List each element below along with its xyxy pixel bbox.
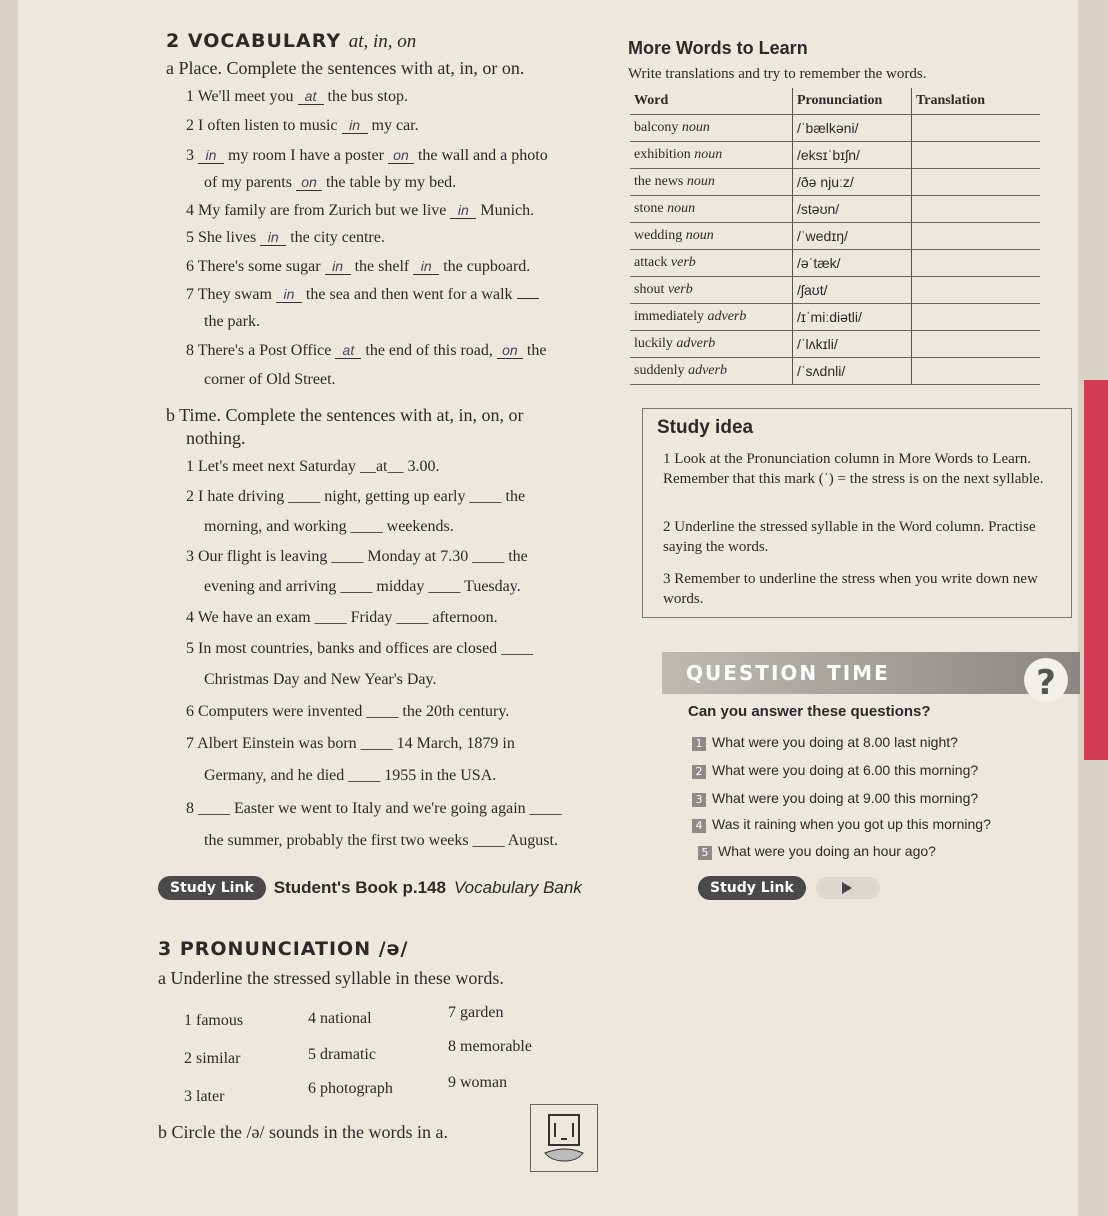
answer-blank[interactable]: in [198, 147, 224, 164]
a-item-1: 1 We'll meet you at the bus stop. [186, 88, 408, 105]
a-item-7: 7 They swam in the sea and then went for a walk [186, 286, 539, 304]
answer-blank[interactable]: in [342, 117, 368, 134]
more-words-title: More Words to Learn [628, 38, 808, 58]
a-item-3: 3 in my room I have a poster on the wall and a photo [186, 147, 548, 164]
b-item-line: 4 We have an exam ____ Friday ____ afternoon. [186, 609, 498, 626]
pron-word: 7 garden [448, 1004, 504, 1021]
page-edge-marker [1084, 380, 1108, 760]
answer-blank[interactable]: in [450, 202, 476, 219]
answer-blank[interactable] [517, 298, 539, 299]
translation-cell[interactable] [912, 358, 1041, 385]
study-idea-item: 2 Underline the stressed syllable in the Word column. Practise saying the words. [663, 519, 1036, 555]
pron-word: 3 later [184, 1088, 225, 1105]
a-item-7-cont: the park. [204, 313, 260, 330]
answer-blank[interactable]: in [276, 286, 302, 303]
section-b-instruction: b Time. Complete the sentences with at, in, on, or [166, 405, 524, 425]
table-row: immediately adverb /ɪˈmiːdiətli/ [630, 304, 1040, 331]
answer-blank[interactable]: on [388, 147, 414, 164]
answer-blank[interactable]: at [298, 88, 324, 105]
b-item-line: 8 ____ Easter we went to Italy and we're going again ____ [186, 800, 562, 817]
workbook-page [18, 0, 1078, 1216]
b-item-line: evening and arriving ____ midday ____ Tuesday. [204, 578, 521, 595]
b-item-line: 5 In most countries, banks and offices are closed ____ [186, 640, 534, 657]
header-pronunciation: Pronunciation [793, 88, 912, 115]
study-idea-title: Study idea [657, 417, 754, 438]
study-link-badge[interactable]: Study Link [158, 876, 266, 900]
table-row: the news noun /ðə njuːz/ [630, 169, 1040, 196]
question-item: 5 What were you doing an hour ago? [698, 843, 936, 860]
audio-illustration-icon [530, 1104, 598, 1172]
study-link-question-time[interactable] [698, 876, 880, 900]
answer-blank[interactable]: on [497, 342, 523, 359]
b-item-line: 7 Albert Einstein was born ____ 14 March, 1879 in [186, 735, 515, 752]
b-item-line: Germany, and he died ____ 1955 in the USA. [204, 767, 497, 784]
header-word: Word [630, 88, 793, 115]
table-row: shout verb /ʃaʊt/ [630, 277, 1040, 304]
svg-text:?: ? [1036, 663, 1056, 703]
translation-cell[interactable] [912, 277, 1041, 304]
translation-cell[interactable] [912, 223, 1041, 250]
table-row: exhibition noun /eksɪˈbɪʃn/ [630, 142, 1040, 169]
b-item-line: 3 Our flight is leaving ____ Monday at 7.30 ____ the [186, 548, 528, 565]
question-item: 3 What were you doing at 9.00 this morning? [692, 790, 978, 807]
answer-blank[interactable]: in [413, 258, 439, 275]
question-item: 4 Was it raining when you got up this morning? [692, 816, 991, 833]
question-mark-icon [1022, 656, 1070, 716]
study-link-vocabulary[interactable]: Study Link Student's Book p.148 Vocabulary Bank [158, 876, 582, 900]
table-row: stone noun /stəʊn/ [630, 196, 1040, 223]
answer-blank[interactable]: on [296, 174, 322, 191]
section-b-instruction-cont: nothing. [186, 428, 246, 448]
pronunciation-a-instruction: a Underline the stressed syllable in these words. [158, 968, 504, 988]
a-item-4: 4 My family are from Zurich but we live in Munich. [186, 202, 535, 219]
study-idea-box [642, 408, 1072, 618]
pron-word: 9 woman [448, 1074, 508, 1091]
vocabulary-subtitle: at, in, on [348, 31, 417, 52]
vocabulary-title: 2 VOCABULARY [166, 30, 342, 52]
pron-word: 5 dramatic [308, 1046, 376, 1063]
answer-blank[interactable]: at [335, 342, 361, 359]
answer-blank[interactable]: in [260, 229, 286, 246]
a-item-3-cont: of my parents on the table by my bed. [204, 174, 457, 191]
table-row: wedding noun /ˈwedɪŋ/ [630, 223, 1040, 250]
b-item-line: 2 I hate driving ____ night, getting up early ____ the [186, 488, 526, 505]
vocabulary-heading [166, 30, 416, 53]
table-row: attack verb /əˈtæk/ [630, 250, 1040, 277]
pronunciation-b-instruction: b Circle the /ə/ sounds in the words in a. [158, 1122, 448, 1142]
study-link-badge[interactable]: Study Link [698, 876, 806, 900]
b-item-line: morning, and working ____ weekends. [204, 518, 454, 535]
question-item: 2 What were you doing at 6.00 this morning? [692, 762, 978, 779]
a-item-8: 8 There's a Post Office at the end of this road, on the [186, 342, 547, 359]
a-item-6: 6 There's some sugar in the shelf in the cupboard. [186, 258, 531, 275]
pron-word: 1 famous [184, 1012, 244, 1029]
a-item-2: 2 I often listen to music in my car. [186, 117, 419, 134]
translation-cell[interactable] [912, 115, 1041, 142]
pron-word: 6 photograph [308, 1080, 393, 1097]
translation-cell[interactable] [912, 142, 1041, 169]
b-item-line: the summer, probably the first two weeks ____ August. [204, 832, 558, 849]
question-time-title: QUESTION TIME [686, 661, 890, 685]
study-idea-item: 1 Look at the Pronunciation column in More Words to Learn. Remember that this mark (ˈ) = the stress is on the next syllable. [663, 451, 1044, 487]
b-item-line: Christmas Day and New Year's Day. [204, 671, 437, 688]
table-row: balcony noun /ˈbælkəni/ [630, 115, 1040, 142]
pron-word: 4 national [308, 1010, 372, 1027]
translation-cell[interactable] [912, 169, 1041, 196]
translation-cell[interactable] [912, 331, 1041, 358]
pron-word: 2 similar [184, 1050, 241, 1067]
pronunciation-heading: 3 PRONUNCIATION /ə/ [158, 938, 409, 960]
more-words-instruction: Write translations and try to remember the words. [628, 66, 927, 82]
pron-word: 8 memorable [448, 1038, 532, 1055]
section-a-instruction: a Place. Complete the sentences with at, in, or on. [166, 58, 525, 78]
header-translation: Translation [912, 88, 1041, 115]
b-item-line: 6 Computers were invented ____ the 20th century. [186, 703, 510, 720]
vocab-table [630, 88, 1040, 385]
a-item-8-cont: corner of Old Street. [204, 371, 336, 388]
table-row: suddenly adverb /ˈsʌdnli/ [630, 358, 1040, 385]
study-idea-item: 3 Remember to underline the stress when you write down new words. [663, 571, 1038, 607]
table-row: luckily adverb /ˈlʌkɪli/ [630, 331, 1040, 358]
question-time-banner [662, 652, 1080, 694]
b-item-line: 1 Let's meet next Saturday __at__ 3.00. [186, 458, 440, 475]
table-header-row [630, 88, 1040, 115]
translation-cell[interactable] [912, 250, 1041, 277]
question-item: 1 What were you doing at 8.00 last night? [692, 734, 958, 751]
answer-blank[interactable]: in [325, 258, 351, 275]
translation-cell[interactable] [912, 196, 1041, 223]
question-prompt: Can you answer these questions? [688, 703, 931, 720]
translation-cell[interactable] [912, 304, 1041, 331]
play-icon[interactable] [816, 877, 880, 899]
a-item-5: 5 She lives in the city centre. [186, 229, 385, 246]
